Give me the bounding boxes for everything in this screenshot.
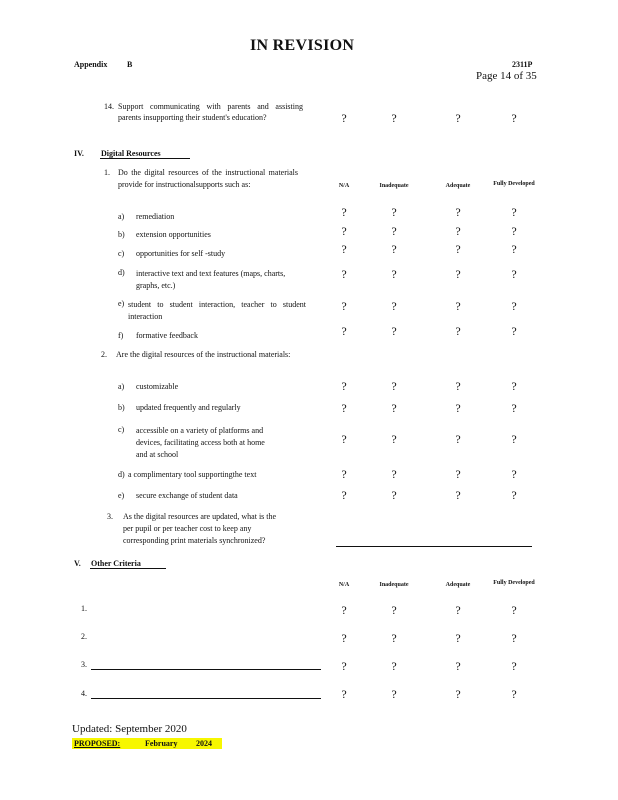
updated-date: Updated: September 2020 xyxy=(72,723,187,735)
rating-adequate: ? xyxy=(455,488,461,502)
item-label: c) xyxy=(118,249,125,258)
header-na: N/A xyxy=(338,183,350,189)
criteria-input-line[interactable] xyxy=(91,698,321,699)
rating-adequate: ? xyxy=(455,432,461,446)
rating-na: ? xyxy=(341,432,347,446)
section-underline xyxy=(90,568,166,569)
item-text: interactive text and text features (maps, charts, graphs, etc.) xyxy=(136,269,286,290)
rating-adequate: ? xyxy=(455,603,461,617)
rating-inadequate: ? xyxy=(391,687,397,701)
rating-fully-developed: ? xyxy=(511,631,517,645)
item-text: a complimentary tool supportingthe text xyxy=(128,470,257,479)
question-number: 14. xyxy=(104,102,114,111)
rating-fully-developed: ? xyxy=(511,267,517,281)
rating-fully-developed: ? xyxy=(511,324,517,338)
header-adequate: Adequate xyxy=(445,183,471,189)
rating-inadequate: ? xyxy=(391,631,397,645)
item-text: secure exchange of student data xyxy=(136,491,238,500)
criteria-input-line[interactable] xyxy=(91,669,321,670)
item-label: f) xyxy=(118,331,124,340)
rating-fully-developed: ? xyxy=(511,379,517,393)
rating-inadequate: ? xyxy=(391,379,397,393)
rating-inadequate: ? xyxy=(391,205,397,219)
criteria-row-number: 3. xyxy=(81,660,87,669)
rating-adequate: ? xyxy=(455,242,461,256)
rating-inadequate: ? xyxy=(391,324,397,338)
rating-adequate: ? xyxy=(455,659,461,673)
rating-fully-developed: ? xyxy=(511,242,517,256)
criteria-row-number: 1. xyxy=(81,604,87,613)
rating-adequate: ? xyxy=(455,467,461,481)
criteria-row-number: 2. xyxy=(81,632,87,641)
rating-na: ? xyxy=(341,631,347,645)
rating-adequate: ? xyxy=(455,379,461,393)
rating-adequate: ? xyxy=(455,299,461,313)
rating-na: ? xyxy=(341,224,347,238)
item-label: b) xyxy=(118,403,125,412)
rating-inadequate: ? xyxy=(391,467,397,481)
rating-fully-developed: ? xyxy=(511,467,517,481)
rating-na: ? xyxy=(341,401,347,415)
rating-na: ? xyxy=(341,687,347,701)
rating-inadequate: ? xyxy=(391,299,397,313)
rating-inadequate: ? xyxy=(391,224,397,238)
rating-na: ? xyxy=(341,111,347,125)
item-label: d) xyxy=(118,268,125,277)
item-text: updated frequently and regularly xyxy=(136,403,241,412)
header-fully-developed: Fully Developed xyxy=(493,580,535,586)
rating-na: ? xyxy=(341,242,347,256)
item-text: formative feedback xyxy=(136,331,198,340)
rating-fully-developed: ? xyxy=(511,432,517,446)
proposed-month: February xyxy=(145,739,178,748)
rating-adequate: ? xyxy=(455,111,461,125)
rating-na: ? xyxy=(341,659,347,673)
header-adequate: Adequate xyxy=(445,582,471,588)
header-inadequate: Inadequate xyxy=(379,582,409,588)
rating-na: ? xyxy=(341,603,347,617)
item-text: customizable xyxy=(136,382,179,391)
rating-adequate: ? xyxy=(455,687,461,701)
rating-na: ? xyxy=(341,379,347,393)
item-label: e) xyxy=(118,491,125,500)
item-label: a) xyxy=(118,212,125,221)
header-inadequate: Inadequate xyxy=(379,183,409,189)
rating-adequate: ? xyxy=(455,324,461,338)
rating-na: ? xyxy=(341,467,347,481)
section-title: Digital Resources xyxy=(101,149,161,158)
question-number: 2. xyxy=(101,350,107,359)
section-title: Other Criteria xyxy=(91,559,141,568)
header-fully-developed: Fully Developed xyxy=(493,181,535,187)
item-text: extension opportunities xyxy=(136,230,211,239)
question-text: As the digital resources are updated, what is the per pupil or per teacher cost to keep any corresponding print materials synchronized? xyxy=(123,512,277,545)
section-underline xyxy=(100,158,190,159)
rating-inadequate: ? xyxy=(391,659,397,673)
rating-inadequate: ? xyxy=(391,267,397,281)
rating-na: ? xyxy=(341,324,347,338)
proposed-year: 2024 xyxy=(196,739,212,748)
rating-na: ? xyxy=(341,267,347,281)
rating-adequate: ? xyxy=(455,631,461,645)
appendix-label: Appendix xyxy=(74,60,108,69)
rating-na: ? xyxy=(341,488,347,502)
section-numeral: V. xyxy=(74,559,81,568)
rating-na: ? xyxy=(341,205,347,219)
question-text: Support communicating with parents and assisting parents insupporting their student's education? xyxy=(118,102,303,122)
rating-adequate: ? xyxy=(455,267,461,281)
rating-fully-developed: ? xyxy=(511,687,517,701)
item-text: student to student interaction, teacher to student interaction xyxy=(128,300,306,321)
page-number: Page 14 of 35 xyxy=(476,70,537,82)
section-numeral: IV. xyxy=(74,149,84,158)
item-label: c) xyxy=(118,425,125,434)
rating-inadequate: ? xyxy=(391,111,397,125)
question-text: Are the digital resources of the instructional materials: xyxy=(116,350,291,359)
rating-adequate: ? xyxy=(455,205,461,219)
appendix-letter: B xyxy=(127,60,133,69)
page-title: IN REVISION xyxy=(250,37,355,54)
rating-fully-developed: ? xyxy=(511,224,517,238)
proposed-label: PROPOSED: xyxy=(74,739,121,748)
criteria-row-number: 4. xyxy=(81,689,87,698)
item-label: e) xyxy=(118,299,125,308)
question-text: Do the digital resources of the instructional materials provide for instructionalsupports such as: xyxy=(118,168,298,189)
rating-fully-developed: ? xyxy=(511,401,517,415)
header-na: N/A xyxy=(338,582,350,588)
item-text: remediation xyxy=(136,212,175,221)
item-label: b) xyxy=(118,230,125,239)
rating-fully-developed: ? xyxy=(511,299,517,313)
rating-adequate: ? xyxy=(455,401,461,415)
item-label: a) xyxy=(118,382,125,391)
rating-fully-developed: ? xyxy=(511,659,517,673)
doc-code: 2311P xyxy=(512,60,533,69)
item-label: d) xyxy=(118,470,125,479)
rating-fully-developed: ? xyxy=(511,205,517,219)
item-text: opportunities for self -study xyxy=(136,249,226,258)
rating-fully-developed: ? xyxy=(511,111,517,125)
rating-na: ? xyxy=(341,299,347,313)
rating-inadequate: ? xyxy=(391,432,397,446)
rating-fully-developed: ? xyxy=(511,603,517,617)
answer-line[interactable] xyxy=(336,546,532,547)
question-number: 3. xyxy=(107,512,113,521)
rating-inadequate: ? xyxy=(391,401,397,415)
rating-inadequate: ? xyxy=(391,603,397,617)
item-text: accessible on a variety of platforms and devices, facilitating access both at home and at school xyxy=(136,426,265,459)
rating-fully-developed: ? xyxy=(511,488,517,502)
rating-adequate: ? xyxy=(455,224,461,238)
question-number: 1. xyxy=(104,168,110,177)
rating-inadequate: ? xyxy=(391,488,397,502)
rating-inadequate: ? xyxy=(391,242,397,256)
